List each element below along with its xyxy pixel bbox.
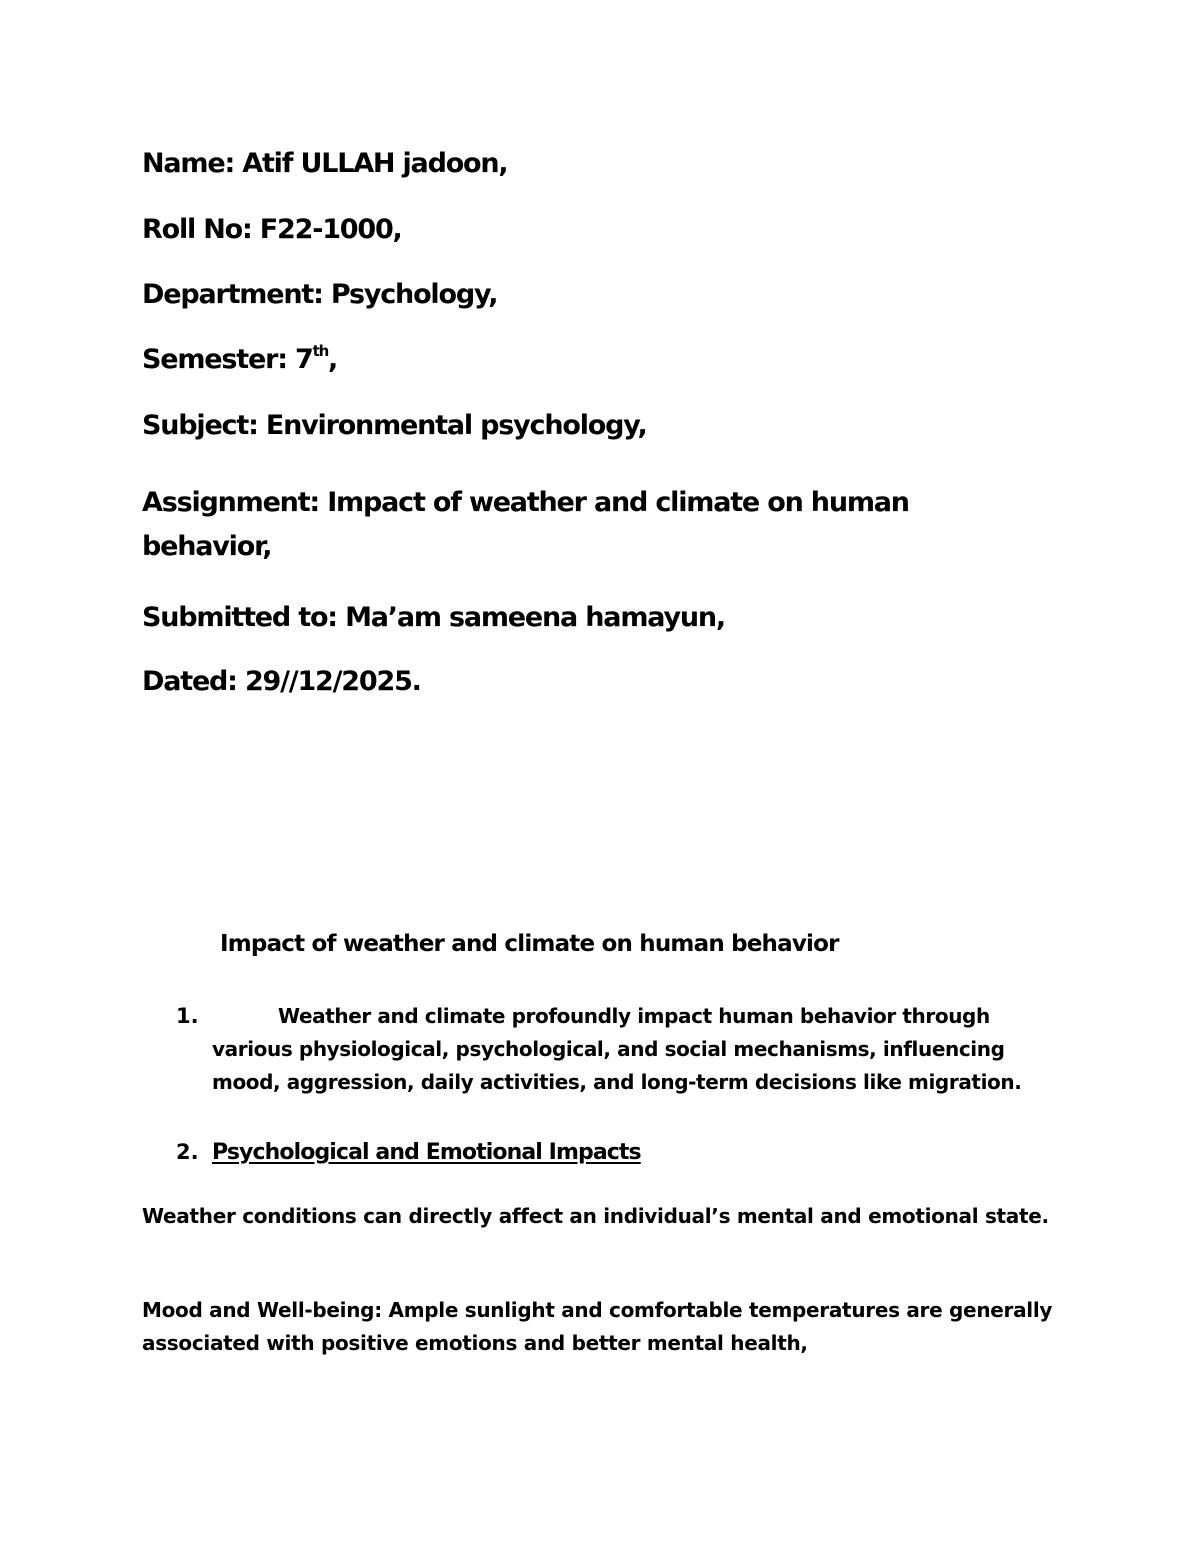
list-item-1 [212,1000,1032,1099]
list-item-1-text: Weather and climate profoundly impact human behavior through various physiological, psychological, and social mechanisms, influencing mood, aggression, daily activities, and long-term decisions like migration. [212,1004,1022,1094]
subject: Subject: Environmental psychology, [142,410,647,441]
submitted-to: Submitted to: Ma’am sameena hamayun, [142,602,725,633]
semester-superscript: th [312,342,329,360]
student-name: Name: Atif ULLAH jadoon, [142,148,508,179]
roll-number: Roll No: F22-1000, [142,214,402,245]
paragraph-mood-wellbeing: Mood and Well-being: Ample sunlight and comfortable temperatures are generally associated with positive emotions and better mental health, [142,1298,1053,1355]
list-number-2: 2. [176,1140,199,1164]
department: Department: Psychology, [142,279,498,310]
section-heading-psychological-emotional: Psychological and Emotional Impacts [212,1140,641,1165]
assignment: Assignment: Impact of weather and climate on human behavior, [142,487,909,562]
list-number-1: 1. [176,1004,199,1028]
date: Dated: 29//12/2025. [142,666,421,697]
document-title: Impact of weather and climate on human behavior [220,931,839,957]
semester-suffix: , [328,344,338,375]
semester-text: Semester: 7 [142,344,313,375]
semester [142,338,337,382]
paragraph-weather-conditions: Weather conditions can directly affect an individual’s mental and emotional state. [142,1204,1049,1228]
